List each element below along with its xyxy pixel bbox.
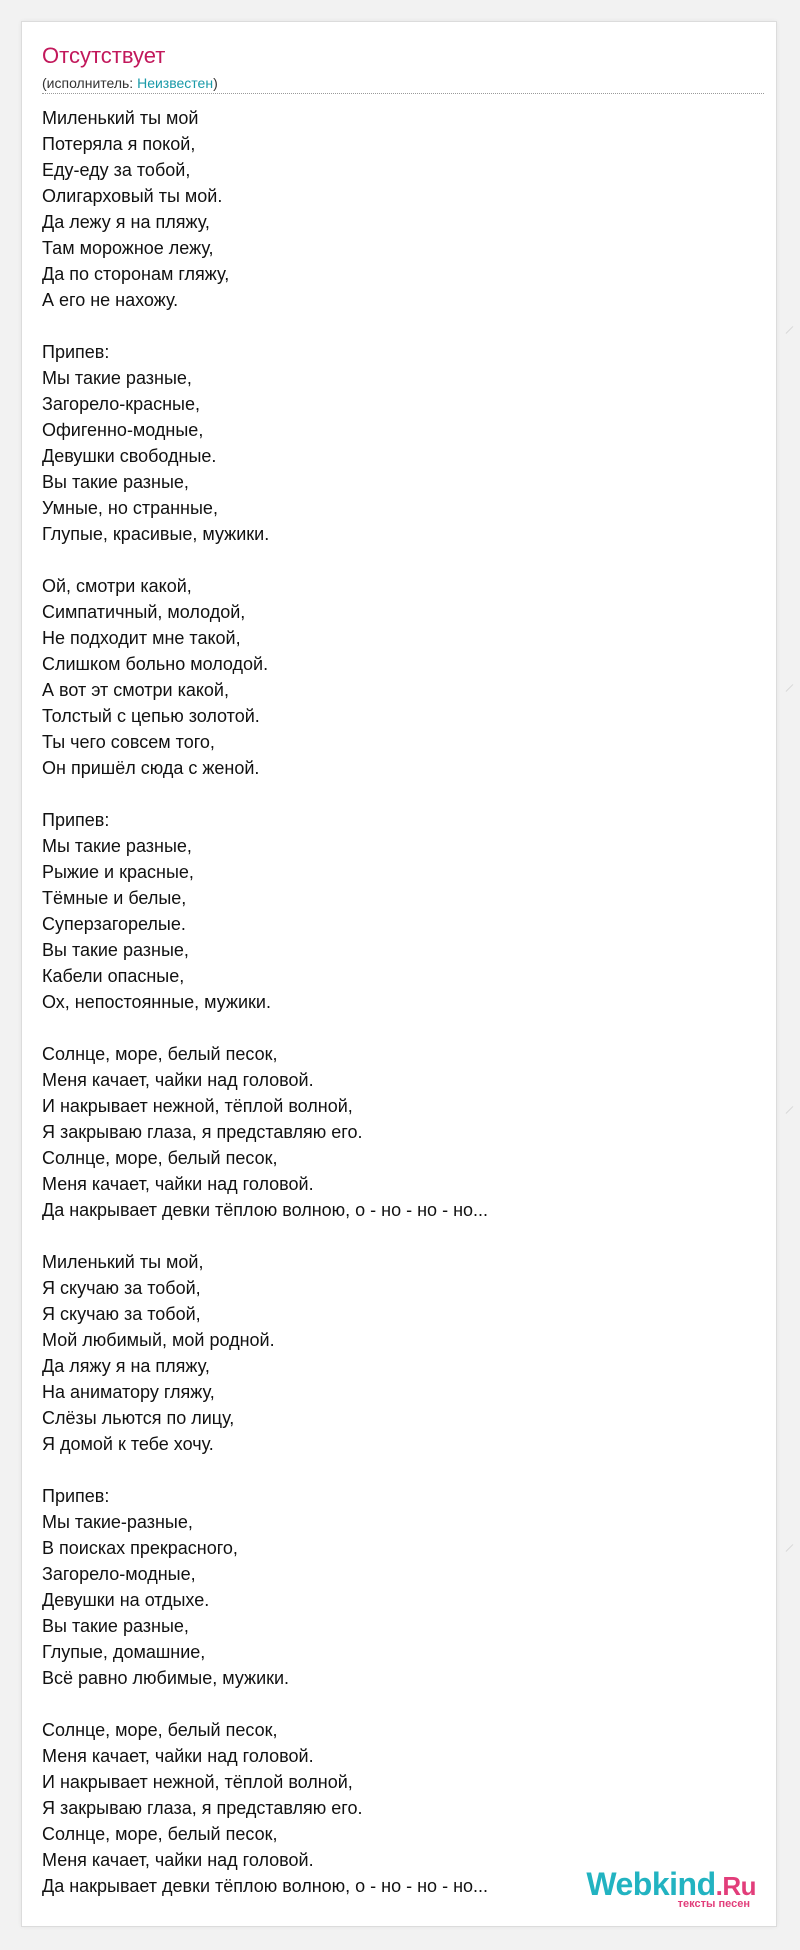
page-edge-mark [786,1544,800,1559]
lyric-line: А его не нахожу. [42,290,179,310]
lyric-line: Да по сторонам гляжу, [42,264,230,284]
lyric-line: Да ляжу я на пляжу, [42,1356,210,1376]
lyric-line: В поисках прекрасного, [42,1538,238,1558]
lyric-line: Вы такие разные, [42,1616,189,1636]
lyric-blank-line [42,1457,742,1483]
lyrics-card [21,21,777,1927]
logo-subtitle: тексты песен [677,1898,750,1910]
lyric-line: Меня качает, чайки над головой. [42,1174,314,1194]
lyric-line: Толстый с цепью золотой. [42,706,260,726]
lyric-line: Солнце, море, белый песок, [42,1824,278,1844]
lyric-line: Офигенно-модные, [42,420,204,440]
page-edge-mark [786,684,800,699]
lyric-blank-line [42,1015,742,1041]
lyric-line: Не подходит мне такой, [42,628,241,648]
lyric-line: И накрывает нежной, тёплой волной, [42,1096,353,1116]
page-edge-mark [786,326,800,341]
lyric-line: Меня качает, чайки над головой. [42,1746,314,1766]
lyric-line: Девушки свободные. [42,446,217,466]
lyric-line: Солнце, море, белый песок, [42,1044,278,1064]
artist-link[interactable]: Неизвестен [137,75,214,91]
lyric-line: Припев: [42,342,110,362]
lyric-line: Олигарховый ты мой. [42,186,223,206]
lyric-line: Рыжие и красные, [42,862,194,882]
lyric-line: Да лежу я на пляжу, [42,212,210,232]
lyric-line: Потеряла я покой, [42,134,196,154]
lyric-blank-line [42,1223,742,1249]
lyric-line: Да накрывает девки тёплою волною, о - но - но - но... [42,1876,489,1896]
lyric-line: Припев: [42,810,110,830]
lyric-blank-line [42,1691,742,1717]
lyric-line: Там морожное лежу, [42,238,214,258]
lyric-line: Солнце, море, белый песок, [42,1720,278,1740]
lyric-line: Вы такие разные, [42,472,189,492]
lyric-line: Ты чего совсем того, [42,732,215,752]
lyric-blank-line [42,313,742,339]
lyric-line: Глупые, красивые, мужики. [42,524,270,544]
lyric-line: Мы такие-разные, [42,1512,193,1532]
artist-prefix: (исполнитель: [42,75,138,91]
lyric-line: Я скучаю за тобой, [42,1304,201,1324]
lyric-line: Мы такие разные, [42,836,192,856]
lyric-line: Мой любимый, мой родной. [42,1330,275,1350]
lyric-line: Загорело-красные, [42,394,200,414]
lyric-line: Миленький ты мой, [42,1252,204,1272]
lyric-line: Я закрываю глаза, я представляю его. [42,1798,363,1818]
lyric-line: А вот эт смотри какой, [42,680,229,700]
logo-main-text: Webkind [586,1866,716,1902]
page-edge-mark [786,1106,800,1121]
webkind-logo[interactable] [566,1866,756,1910]
lyric-line: Умные, но странные, [42,498,218,518]
lyric-line: Загорело-модные, [42,1564,196,1584]
logo-tld-text: .Ru [715,1871,756,1901]
song-title: Отсутствует [42,43,166,68]
lyric-line: Девушки на отдыхе. [42,1590,210,1610]
lyric-line: Слишком больно молодой. [42,654,269,674]
lyric-line: Ой, смотри какой, [42,576,192,596]
lyric-line: На аниматору гляжу, [42,1382,215,1402]
lyric-line: И накрывает нежной, тёплой волной, [42,1772,353,1792]
lyric-line: Всё равно любимые, мужики. [42,1668,290,1688]
lyric-line: Меня качает, чайки над головой. [42,1850,314,1870]
lyric-blank-line [42,547,742,573]
lyric-line: Я закрываю глаза, я представляю его. [42,1122,363,1142]
lyric-line: Я скучаю за тобой, [42,1278,201,1298]
lyric-line: Суперзагорелые. [42,914,186,934]
lyric-line: Глупые, домашние, [42,1642,206,1662]
lyric-line: Мы такие разные, [42,368,192,388]
lyrics-text [42,105,742,1899]
lyric-line: Я домой к тебе хочу. [42,1434,214,1454]
lyric-line: Симпатичный, молодой, [42,602,246,622]
lyric-line: Да накрывает девки тёплою волною, о - но - но - но... [42,1200,489,1220]
artist-suffix: ) [213,75,218,91]
lyric-line: Припев: [42,1486,110,1506]
lyric-line: Вы такие разные, [42,940,189,960]
lyric-line: Кабели опасные, [42,966,185,986]
lyric-line: Слёзы льются по лицу, [42,1408,235,1428]
lyric-line: Меня качает, чайки над головой. [42,1070,314,1090]
lyric-blank-line [42,781,742,807]
lyric-line: Он пришёл сюда с женой. [42,758,260,778]
lyric-line: Ох, непостоянные, мужики. [42,992,271,1012]
lyric-line: Солнце, море, белый песок, [42,1148,278,1168]
lyric-line: Тёмные и белые, [42,888,187,908]
title-divider [42,93,764,94]
lyric-line: Миленький ты мой [42,108,199,128]
artist-line [42,74,218,92]
lyric-line: Еду-еду за тобой, [42,160,191,180]
